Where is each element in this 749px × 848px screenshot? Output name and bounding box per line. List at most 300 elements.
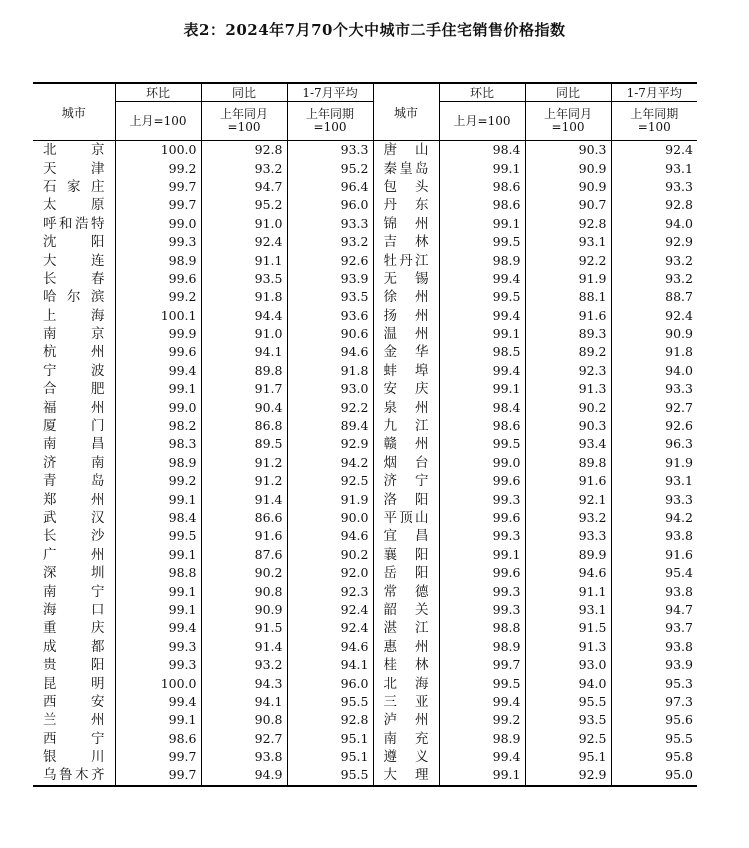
avg-value-left: 95.5 <box>287 766 373 785</box>
city-name-left: 南昌 <box>33 435 115 453</box>
avg-value-left: 93.5 <box>287 288 373 306</box>
avg-value-right: 93.3 <box>665 491 693 507</box>
avg-value-right: 93.7 <box>665 620 693 636</box>
table-row <box>33 251 697 269</box>
yoy-value-right: 91.3 <box>525 638 611 656</box>
table-row <box>33 288 697 306</box>
mom-value-left: 100.1 <box>115 307 201 325</box>
yoy-value-left: 87.6 <box>201 546 287 564</box>
yoy-value-right: 91.3 <box>525 380 611 398</box>
yoy-value-right: 94.0 <box>525 674 611 692</box>
table-row <box>33 380 697 398</box>
city-name-right: 惠州 <box>373 638 439 656</box>
city-name-right: 九江 <box>373 417 439 435</box>
mom-value-right: 99.3 <box>439 601 525 619</box>
yoy-value-left: 90.2 <box>201 564 287 582</box>
mom-value-right: 99.4 <box>439 693 525 711</box>
mom-value-left: 98.2 <box>115 417 201 435</box>
mom-value-right: 99.4 <box>439 270 525 288</box>
avg-value-right: 95.3 <box>665 675 693 691</box>
city-name-right: 烟台 <box>373 454 439 472</box>
mom-value-right: 99.3 <box>439 490 525 508</box>
city-name-right: 济宁 <box>373 472 439 490</box>
city-name-right: 蚌埠 <box>373 362 439 380</box>
city-name-right: 大理 <box>373 766 439 785</box>
city-name-right: 锦州 <box>373 215 439 233</box>
city-name-left: 呼和浩特 <box>33 215 115 233</box>
city-name-right: 扬州 <box>373 307 439 325</box>
mom-value-right: 99.1 <box>439 159 525 177</box>
avg-value-left: 93.6 <box>287 307 373 325</box>
table-row <box>33 527 697 545</box>
yoy-value-left: 90.8 <box>201 711 287 729</box>
mom-value-right: 99.4 <box>439 307 525 325</box>
avg-value-right: 93.8 <box>665 583 693 599</box>
mom-value-right: 99.1 <box>439 766 525 785</box>
city-name-right: 无锡 <box>373 270 439 288</box>
mom-value-left: 99.4 <box>115 619 201 637</box>
avg-value-left: 94.1 <box>287 656 373 674</box>
mom-value-right: 99.1 <box>439 546 525 564</box>
city-name-right: 丹东 <box>373 196 439 214</box>
mom-value-left: 99.0 <box>115 398 201 416</box>
city-name-left: 重庆 <box>33 619 115 637</box>
mom-value-right: 99.6 <box>439 472 525 490</box>
city-name-left: 广州 <box>33 546 115 564</box>
avg-value-left: 95.1 <box>287 748 373 766</box>
avg-value-right: 97.3 <box>665 693 693 709</box>
mom-value-right: 99.5 <box>439 288 525 306</box>
yoy-value-right: 92.1 <box>525 490 611 508</box>
table-row <box>33 490 697 508</box>
mom-value-left: 99.1 <box>115 711 201 729</box>
city-name-right: 岳阳 <box>373 564 439 582</box>
city-name-left: 西安 <box>33 693 115 711</box>
yoy-value-right: 91.6 <box>525 472 611 490</box>
yoy-value-left: 92.8 <box>201 141 287 160</box>
city-name-left: 沈阳 <box>33 233 115 251</box>
yoy-value-right: 92.8 <box>525 215 611 233</box>
mom-value-left: 98.3 <box>115 435 201 453</box>
mom-value-right: 98.4 <box>439 398 525 416</box>
mom-value-left: 100.0 <box>115 674 201 692</box>
city-name-right: 韶关 <box>373 601 439 619</box>
yoy-value-left: 90.4 <box>201 398 287 416</box>
avg-value-left: 92.4 <box>287 619 373 637</box>
avg-value-right: 94.0 <box>665 215 693 231</box>
yoy-value-left: 89.8 <box>201 362 287 380</box>
city-name-left: 石家庄 <box>33 178 115 196</box>
yoy-value-right: 95.1 <box>525 748 611 766</box>
table-row <box>33 748 697 766</box>
yoy-value-left: 91.2 <box>201 454 287 472</box>
mom-value-left: 98.9 <box>115 251 201 269</box>
yoy-value-left: 91.4 <box>201 490 287 508</box>
table-row <box>33 215 697 233</box>
yoy-value-left: 91.7 <box>201 380 287 398</box>
yoy-value-right: 92.2 <box>525 251 611 269</box>
table-row <box>33 454 697 472</box>
yoy-value-right: 89.8 <box>525 454 611 472</box>
mom-value-left: 99.1 <box>115 380 201 398</box>
yoy-value-left: 92.7 <box>201 730 287 748</box>
mom-value-left: 99.1 <box>115 582 201 600</box>
avg-value-right: 93.8 <box>665 638 693 654</box>
mom-value-right: 99.3 <box>439 527 525 545</box>
table-row <box>33 307 697 325</box>
yoy-value-right: 91.6 <box>525 307 611 325</box>
mom-value-right: 99.1 <box>439 215 525 233</box>
mom-value-right: 98.9 <box>439 638 525 656</box>
yoy-value-right: 92.5 <box>525 730 611 748</box>
city-name-left: 福州 <box>33 398 115 416</box>
avg-value-left: 92.4 <box>287 601 373 619</box>
avg-value-left: 92.9 <box>287 435 373 453</box>
mom-value-left: 99.1 <box>115 546 201 564</box>
yoy-value-left: 93.2 <box>201 159 287 177</box>
yoy-value-right: 93.2 <box>525 509 611 527</box>
yoy-value-right: 89.9 <box>525 546 611 564</box>
yoy-value-right: 90.3 <box>525 141 611 160</box>
yoy-value-right: 94.6 <box>525 564 611 582</box>
mom-value-right: 98.9 <box>439 251 525 269</box>
avg-value-left: 94.2 <box>287 454 373 472</box>
yoy-value-right: 91.1 <box>525 582 611 600</box>
yoy-value-left: 86.6 <box>201 509 287 527</box>
avg-value-right: 93.2 <box>665 270 693 286</box>
header-city-right: 城市 <box>373 83 439 141</box>
city-name-right: 南充 <box>373 730 439 748</box>
mom-value-left: 98.9 <box>115 454 201 472</box>
mom-value-left: 99.0 <box>115 215 201 233</box>
table-row <box>33 325 697 343</box>
mom-value-left: 99.3 <box>115 638 201 656</box>
city-name-left: 兰州 <box>33 711 115 729</box>
yoy-value-left: 94.1 <box>201 693 287 711</box>
city-name-right: 徐州 <box>373 288 439 306</box>
avg-value-right: 93.3 <box>665 178 693 194</box>
mom-value-right: 99.0 <box>439 454 525 472</box>
avg-value-right: 91.9 <box>665 454 693 470</box>
mom-value-left: 99.2 <box>115 472 201 490</box>
header-yoy-base-left: 上年同月 =100 <box>201 102 287 141</box>
city-name-left: 长沙 <box>33 527 115 545</box>
city-name-left: 济南 <box>33 454 115 472</box>
yoy-value-right: 90.7 <box>525 196 611 214</box>
city-name-left: 西宁 <box>33 730 115 748</box>
avg-value-right: 93.1 <box>665 160 693 176</box>
yoy-value-right: 92.9 <box>525 766 611 785</box>
table-row <box>33 159 697 177</box>
mom-value-right: 98.5 <box>439 343 525 361</box>
city-name-right: 宜昌 <box>373 527 439 545</box>
city-name-right: 包头 <box>373 178 439 196</box>
yoy-value-left: 94.7 <box>201 178 287 196</box>
mom-value-left: 99.4 <box>115 693 201 711</box>
yoy-value-right: 91.5 <box>525 619 611 637</box>
avg-value-right: 92.6 <box>665 418 693 434</box>
avg-value-right: 94.7 <box>665 601 693 617</box>
yoy-value-left: 91.5 <box>201 619 287 637</box>
mom-value-left: 99.7 <box>115 196 201 214</box>
city-name-right: 泸州 <box>373 711 439 729</box>
yoy-value-left: 92.4 <box>201 233 287 251</box>
avg-value-right: 93.8 <box>665 528 693 544</box>
avg-value-left: 95.5 <box>287 693 373 711</box>
avg-value-left: 92.3 <box>287 582 373 600</box>
mom-value-right: 99.6 <box>439 564 525 582</box>
header-mom-base-right: 上月=100 <box>439 102 525 141</box>
avg-value-left: 91.9 <box>287 490 373 508</box>
avg-value-right: 95.8 <box>665 749 693 765</box>
yoy-value-left: 91.0 <box>201 325 287 343</box>
avg-value-left: 93.9 <box>287 270 373 288</box>
city-name-left: 北京 <box>33 141 115 160</box>
city-name-left: 深圳 <box>33 564 115 582</box>
avg-value-right: 92.7 <box>665 399 693 415</box>
header-mom-left: 环比 <box>115 83 201 102</box>
yoy-value-right: 91.9 <box>525 270 611 288</box>
avg-value-right: 91.6 <box>665 546 693 562</box>
table-row <box>33 196 697 214</box>
avg-value-left: 93.3 <box>287 215 373 233</box>
yoy-value-right: 93.1 <box>525 601 611 619</box>
city-name-left: 海口 <box>33 601 115 619</box>
table-body <box>33 141 697 786</box>
avg-value-left: 91.8 <box>287 362 373 380</box>
avg-value-left: 90.6 <box>287 325 373 343</box>
table-row <box>33 509 697 527</box>
city-name-left: 昆明 <box>33 674 115 692</box>
yoy-value-left: 91.6 <box>201 527 287 545</box>
city-name-left: 成都 <box>33 638 115 656</box>
avg-value-left: 94.6 <box>287 343 373 361</box>
mom-value-right: 98.6 <box>439 417 525 435</box>
table-row <box>33 472 697 490</box>
city-name-left: 长春 <box>33 270 115 288</box>
mom-value-right: 99.4 <box>439 362 525 380</box>
table-row <box>33 638 697 656</box>
mom-value-left: 98.6 <box>115 730 201 748</box>
mom-value-left: 98.8 <box>115 564 201 582</box>
avg-value-left: 92.6 <box>287 251 373 269</box>
city-name-left: 合肥 <box>33 380 115 398</box>
yoy-value-left: 93.5 <box>201 270 287 288</box>
avg-value-right: 95.5 <box>665 730 693 746</box>
avg-value-left: 96.0 <box>287 196 373 214</box>
header-yoy-base-right: 上年同月 =100 <box>525 102 611 141</box>
city-name-left: 上海 <box>33 307 115 325</box>
avg-value-right: 93.1 <box>665 473 693 489</box>
city-name-left: 乌鲁木齐 <box>33 766 115 785</box>
city-name-right: 常德 <box>373 582 439 600</box>
avg-value-left: 92.0 <box>287 564 373 582</box>
mom-value-right: 99.1 <box>439 325 525 343</box>
header-avg-base-right: 上年同期 =100 <box>611 102 697 141</box>
price-index-table <box>33 82 697 787</box>
city-name-right: 吉林 <box>373 233 439 251</box>
city-name-right: 三亚 <box>373 693 439 711</box>
table-row <box>33 141 697 160</box>
header-avg-right: 1-7月平均 <box>611 83 697 102</box>
yoy-value-right: 93.0 <box>525 656 611 674</box>
avg-value-left: 94.6 <box>287 638 373 656</box>
yoy-value-right: 90.9 <box>525 159 611 177</box>
city-name-left: 贵阳 <box>33 656 115 674</box>
mom-value-right: 98.4 <box>439 141 525 160</box>
yoy-value-right: 90.2 <box>525 398 611 416</box>
yoy-value-right: 95.5 <box>525 693 611 711</box>
mom-value-right: 99.7 <box>439 656 525 674</box>
city-name-left: 南宁 <box>33 582 115 600</box>
city-name-left: 大连 <box>33 251 115 269</box>
avg-value-left: 93.3 <box>287 141 373 160</box>
mom-value-left: 99.3 <box>115 233 201 251</box>
table-row <box>33 656 697 674</box>
city-name-right: 湛江 <box>373 619 439 637</box>
city-name-left: 银川 <box>33 748 115 766</box>
yoy-value-left: 94.1 <box>201 343 287 361</box>
avg-value-left: 94.6 <box>287 527 373 545</box>
city-name-right: 遵义 <box>373 748 439 766</box>
mom-value-right: 98.6 <box>439 196 525 214</box>
table-row <box>33 398 697 416</box>
yoy-value-right: 93.5 <box>525 711 611 729</box>
mom-value-right: 99.5 <box>439 435 525 453</box>
city-name-right: 泉州 <box>373 398 439 416</box>
mom-value-right: 99.4 <box>439 748 525 766</box>
city-name-right: 赣州 <box>373 435 439 453</box>
header-yoy-right: 同比 <box>525 83 611 102</box>
mom-value-left: 99.7 <box>115 766 201 785</box>
mom-value-left: 99.7 <box>115 178 201 196</box>
table-row <box>33 417 697 435</box>
city-name-right: 襄阳 <box>373 546 439 564</box>
mom-value-left: 99.3 <box>115 656 201 674</box>
header-avg-left: 1-7月平均 <box>287 83 373 102</box>
city-name-right: 北海 <box>373 674 439 692</box>
avg-value-left: 93.0 <box>287 380 373 398</box>
mom-value-left: 99.5 <box>115 527 201 545</box>
table-row <box>33 693 697 711</box>
city-name-left: 杭州 <box>33 343 115 361</box>
header-mom-right: 环比 <box>439 83 525 102</box>
avg-value-right: 92.8 <box>665 197 693 213</box>
avg-value-right: 93.2 <box>665 252 693 268</box>
table-row <box>33 730 697 748</box>
mom-value-left: 100.0 <box>115 141 201 160</box>
mom-value-right: 99.5 <box>439 233 525 251</box>
avg-value-right: 92.4 <box>665 142 693 158</box>
yoy-value-left: 91.0 <box>201 215 287 233</box>
table-row <box>33 546 697 564</box>
yoy-value-right: 93.3 <box>525 527 611 545</box>
yoy-value-left: 90.9 <box>201 601 287 619</box>
city-name-right: 温州 <box>373 325 439 343</box>
city-name-left: 南京 <box>33 325 115 343</box>
avg-value-left: 90.2 <box>287 546 373 564</box>
header-yoy-left: 同比 <box>201 83 287 102</box>
city-name-left: 青岛 <box>33 472 115 490</box>
city-name-right: 平顶山 <box>373 509 439 527</box>
city-name-left: 郑州 <box>33 490 115 508</box>
mom-value-right: 99.1 <box>439 380 525 398</box>
table-title: 表2：2024年7月70个大中城市二手住宅销售价格指数 <box>183 21 566 39</box>
avg-value-right: 93.9 <box>665 657 693 673</box>
table-row <box>33 270 697 288</box>
table-row <box>33 766 697 785</box>
yoy-value-right: 93.1 <box>525 233 611 251</box>
avg-value-left: 95.1 <box>287 730 373 748</box>
table-row <box>33 564 697 582</box>
mom-value-right: 99.6 <box>439 509 525 527</box>
mom-value-left: 99.6 <box>115 270 201 288</box>
yoy-value-right: 92.3 <box>525 362 611 380</box>
yoy-value-left: 91.1 <box>201 251 287 269</box>
avg-value-right: 88.7 <box>665 289 693 305</box>
yoy-value-left: 94.4 <box>201 307 287 325</box>
header-avg-base-left: 上年同期 =100 <box>287 102 373 141</box>
avg-value-left: 96.4 <box>287 178 373 196</box>
mom-value-right: 98.6 <box>439 178 525 196</box>
city-name-left: 太原 <box>33 196 115 214</box>
mom-value-right: 98.8 <box>439 619 525 637</box>
avg-value-left: 93.2 <box>287 233 373 251</box>
yoy-value-right: 90.9 <box>525 178 611 196</box>
city-name-right: 牡丹江 <box>373 251 439 269</box>
table-row <box>33 601 697 619</box>
table-row <box>33 233 697 251</box>
yoy-value-left: 91.2 <box>201 472 287 490</box>
city-name-right: 安庆 <box>373 380 439 398</box>
yoy-value-left: 94.9 <box>201 766 287 785</box>
city-name-left: 厦门 <box>33 417 115 435</box>
mom-value-left: 98.4 <box>115 509 201 527</box>
avg-value-right: 93.3 <box>665 381 693 397</box>
avg-value-left: 96.0 <box>287 674 373 692</box>
avg-value-left: 92.2 <box>287 398 373 416</box>
avg-value-right: 96.3 <box>665 436 693 452</box>
city-name-left: 宁波 <box>33 362 115 380</box>
city-name-right: 唐山 <box>373 141 439 160</box>
yoy-value-right: 89.2 <box>525 343 611 361</box>
avg-value-right: 95.0 <box>611 766 697 785</box>
avg-value-right: 95.4 <box>665 565 693 581</box>
yoy-value-left: 93.2 <box>201 656 287 674</box>
avg-value-right: 94.2 <box>665 510 693 525</box>
mom-value-right: 98.9 <box>439 730 525 748</box>
avg-value-left: 92.8 <box>287 711 373 729</box>
header-city-left: 城市 <box>33 83 115 141</box>
yoy-value-left: 89.5 <box>201 435 287 453</box>
mom-value-right: 99.2 <box>439 711 525 729</box>
yoy-value-left: 86.8 <box>201 417 287 435</box>
avg-value-left: 95.2 <box>287 159 373 177</box>
mom-value-left: 99.1 <box>115 601 201 619</box>
avg-value-right: 94.0 <box>665 362 693 378</box>
table-row <box>33 711 697 729</box>
city-name-right: 金华 <box>373 343 439 361</box>
yoy-value-left: 91.8 <box>201 288 287 306</box>
avg-value-left: 92.5 <box>287 472 373 490</box>
yoy-value-left: 90.8 <box>201 582 287 600</box>
city-name-right: 洛阳 <box>373 490 439 508</box>
mom-value-left: 99.2 <box>115 159 201 177</box>
mom-value-left: 99.9 <box>115 325 201 343</box>
table-row <box>33 435 697 453</box>
city-name-left: 天津 <box>33 159 115 177</box>
yoy-value-left: 95.2 <box>201 196 287 214</box>
